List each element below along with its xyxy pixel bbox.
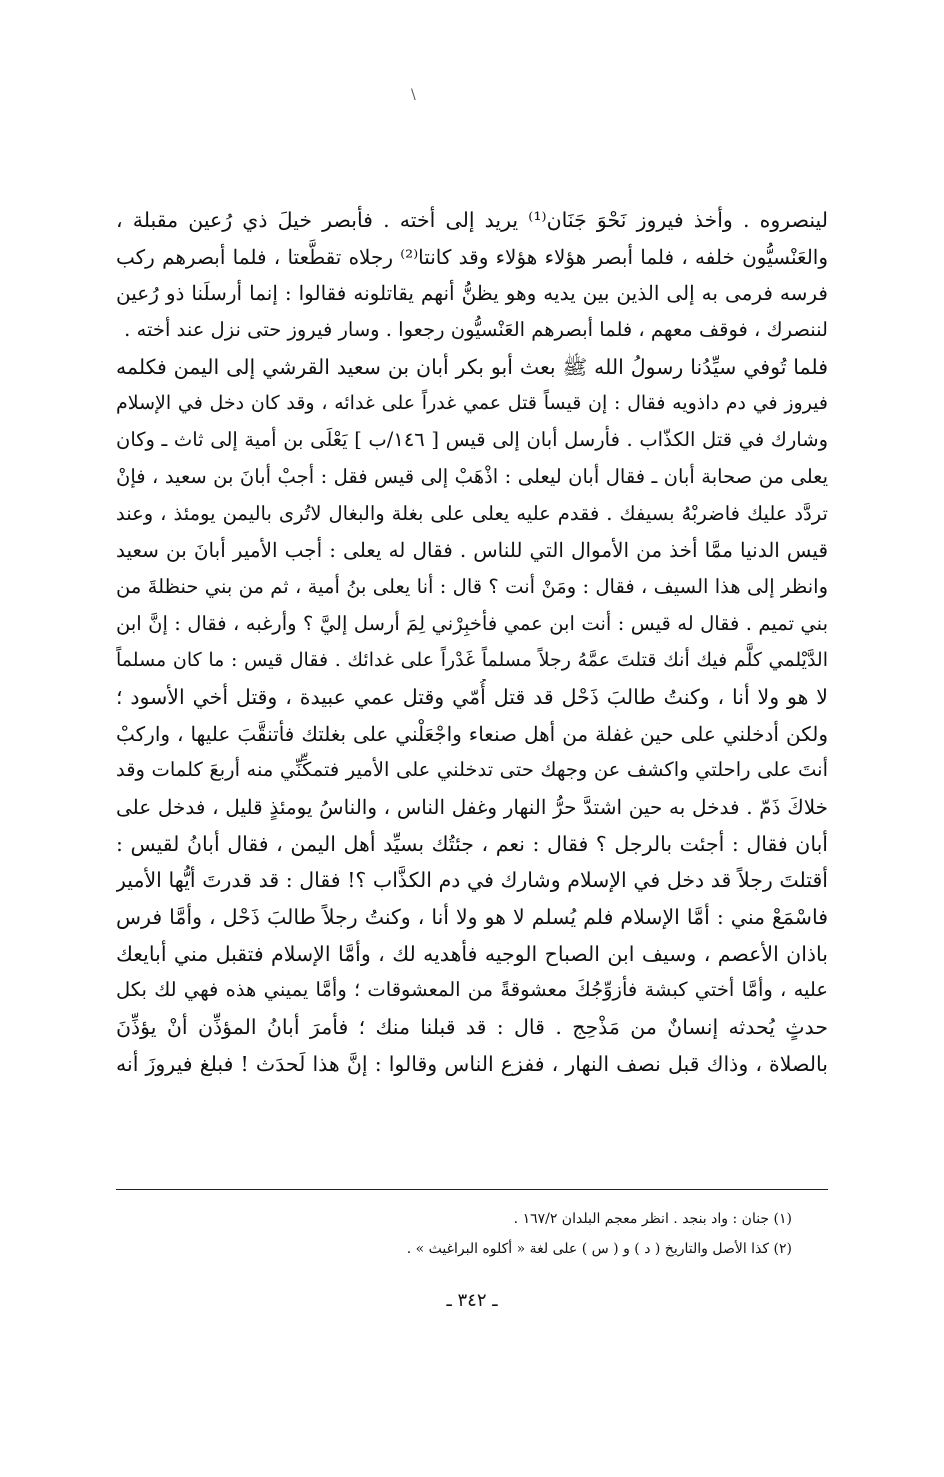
text-line: لننصرك ، فوقف معهم ، فلما أبصرهم العَنْسيُّون رجعوا . وسار فيروز حتى نزل عند أخته . bbox=[124, 318, 828, 342]
text-line: أنتَ على راحلتي واكشف عن وجهك حتى تدخلني على الأمير فتمكِّنِّي منه أربعَ كلمات وقد bbox=[116, 758, 828, 782]
text-line: فلما تُوفي سيِّدُنا رسولُ الله ﷺ بعث أبو بكر أبان بن سعيد القرشي إلى اليمن فكلمه bbox=[116, 354, 828, 379]
text-line: عليه ، وأمَّا أختي كبشة فأزوِّجُكَ معشوقةً من المعشوقات ؛ وأمَّا يميني هذه فهي لك بكل bbox=[116, 978, 828, 1002]
page-number: ـ ٣٤٢ ـ bbox=[446, 1290, 498, 1311]
text-line: باذان الأعصم ، وسيف ابن الصباح الوجيه فأهديه لك ، وأمَّا الإسلام فتقبل مني أبايعك bbox=[116, 941, 828, 966]
text-line: فيروز في دم داذويه فقال : إن قيساً قتل عمي غدراً على غدائه ، وقد كان دخل في الإسلام bbox=[116, 392, 828, 415]
scan-mark: \ bbox=[411, 87, 416, 103]
text-line: خلاكَ ذَمّ . فدخل به حين اشتدَّ حرُّ النهار وغفل الناس ، والناسُ يومئذٍ قليل ، فدخل على bbox=[116, 795, 828, 819]
text-line: وشارك في قتل الكذّاب . فأرسل أبان إلى قيس [ ١٤٦/ب ] يَعْلَى بن أمية إلى ثاث ـ وكان bbox=[116, 428, 828, 452]
text-line: والعَنْسيُّون خلفه ، فلما أبصر هؤلاء هؤلاء وقد كانتا⁽²⁾ رجلاه تقطَّعتا ، فلما أبصرهم ركب bbox=[116, 244, 828, 269]
text-line: الدَّيْلمي كلَّم فيك أنك قتلتَ عمَّهُ رجلاً مسلماً غَدْراً على غدائك . فقال قيس : ما كان مسلماً bbox=[116, 649, 828, 672]
text-line: قيس الدنيا ممَّا أخذ من الأموال التي للناس . فقال له يعلى : أجب الأمير أبانَ بن سعيد bbox=[116, 538, 828, 563]
text-line: فاسْمَعْ مني : أمَّا الإسلام فلم يُسلم لا هو ولا أنا ، وكنتُ رجلاً طالبَ ذَحْل ، وأمَّا فرس bbox=[116, 905, 828, 930]
text-line: حدثٍ يُحدثه إنسانٌ من مَذْحِج . قال : قد قبلنا منك ؛ فأمرَ أبانُ المؤذِّن أنْ يؤذِّنَ bbox=[116, 1015, 828, 1040]
footnote-divider bbox=[116, 1189, 828, 1190]
text-line: لينصروه . وأخذ فيروز نَحْوَ جَنَان⁽¹⁾ يريد إلى أخته . فأبصر خيلَ ذي رُعين مقبلة ، bbox=[116, 208, 828, 232]
footnotes bbox=[142, 1204, 792, 1264]
text-line: بني تميم . فقال له قيس : أنت ابن عمي فأخبِرْني لِمَ أرسل إليَّ ؟ وأرغبه ، فقال : إنَّ ابن bbox=[116, 611, 828, 635]
text-line: وانظر إلى هذا السيف ، فقال : ومَنْ أنت ؟ قال : أنا يعلى بنُ أمية ، ثم من بني حنظلةَ من bbox=[116, 574, 828, 598]
text-line: أبان فقال : أجئت بالرجل ؟ فقال : نعم ، جئتُك بسيِّد أهل اليمن ، فقال أبانُ لقيس : bbox=[116, 831, 828, 856]
text-line: يعلى من صحابة أبان ـ فقال أبان ليعلى : اذْهَبْ إلى قيس فقل : أجبْ أبانَ بن سعيد ، فإنْ bbox=[116, 464, 828, 488]
footnote-2: (٢) كذا الأصل والتاريخ ( د ) و ( س ) على لغة « أكلوه البراغيث » . bbox=[406, 1241, 792, 1257]
text-line: أقتلتَ رجلاً قد دخل في الإسلام وشارك في دم الكذَّاب ؟! فقال : قد قدرتَ أيُّها الأمير bbox=[116, 868, 828, 893]
text-line: ولكن أدخلني على حين غفلة من أهل صنعاء واجْعَلْني على بغلتك فأتنقَّبَ عليها ، واركبْ bbox=[116, 721, 828, 746]
text-line: بالصلاة ، وذاك قبل نصف النهار ، ففزع الناس وقالوا : إنَّ هذا لَحدَث ! فبلغ فيروزَ أنه bbox=[116, 1051, 828, 1076]
main-text bbox=[116, 202, 828, 1083]
text-line: لا هو ولا أنا ، وكنتُ طالبَ ذَحْل قد قتل أُمّي وقتل عمي عبيدة ، وقتل أخي الأسود ؛ bbox=[116, 684, 828, 709]
text-line: تردَّد عليك فاضربْهُ بسيفك . فقدم عليه يعلى على بغلة والبغال لاتُرى باليمن يومئذ ، وعند bbox=[116, 501, 828, 525]
footnote-1: (١) جنان : واد بنجد . انظر معجم البلدان ١٦٧/٢ . bbox=[513, 1211, 792, 1227]
text-line: فرسه فرمى به إلى الذين بين يديه وهو يظنُّ أنهم يقاتلونه فقالوا : إنما أرسلَنا ذو رُعين bbox=[116, 281, 828, 306]
